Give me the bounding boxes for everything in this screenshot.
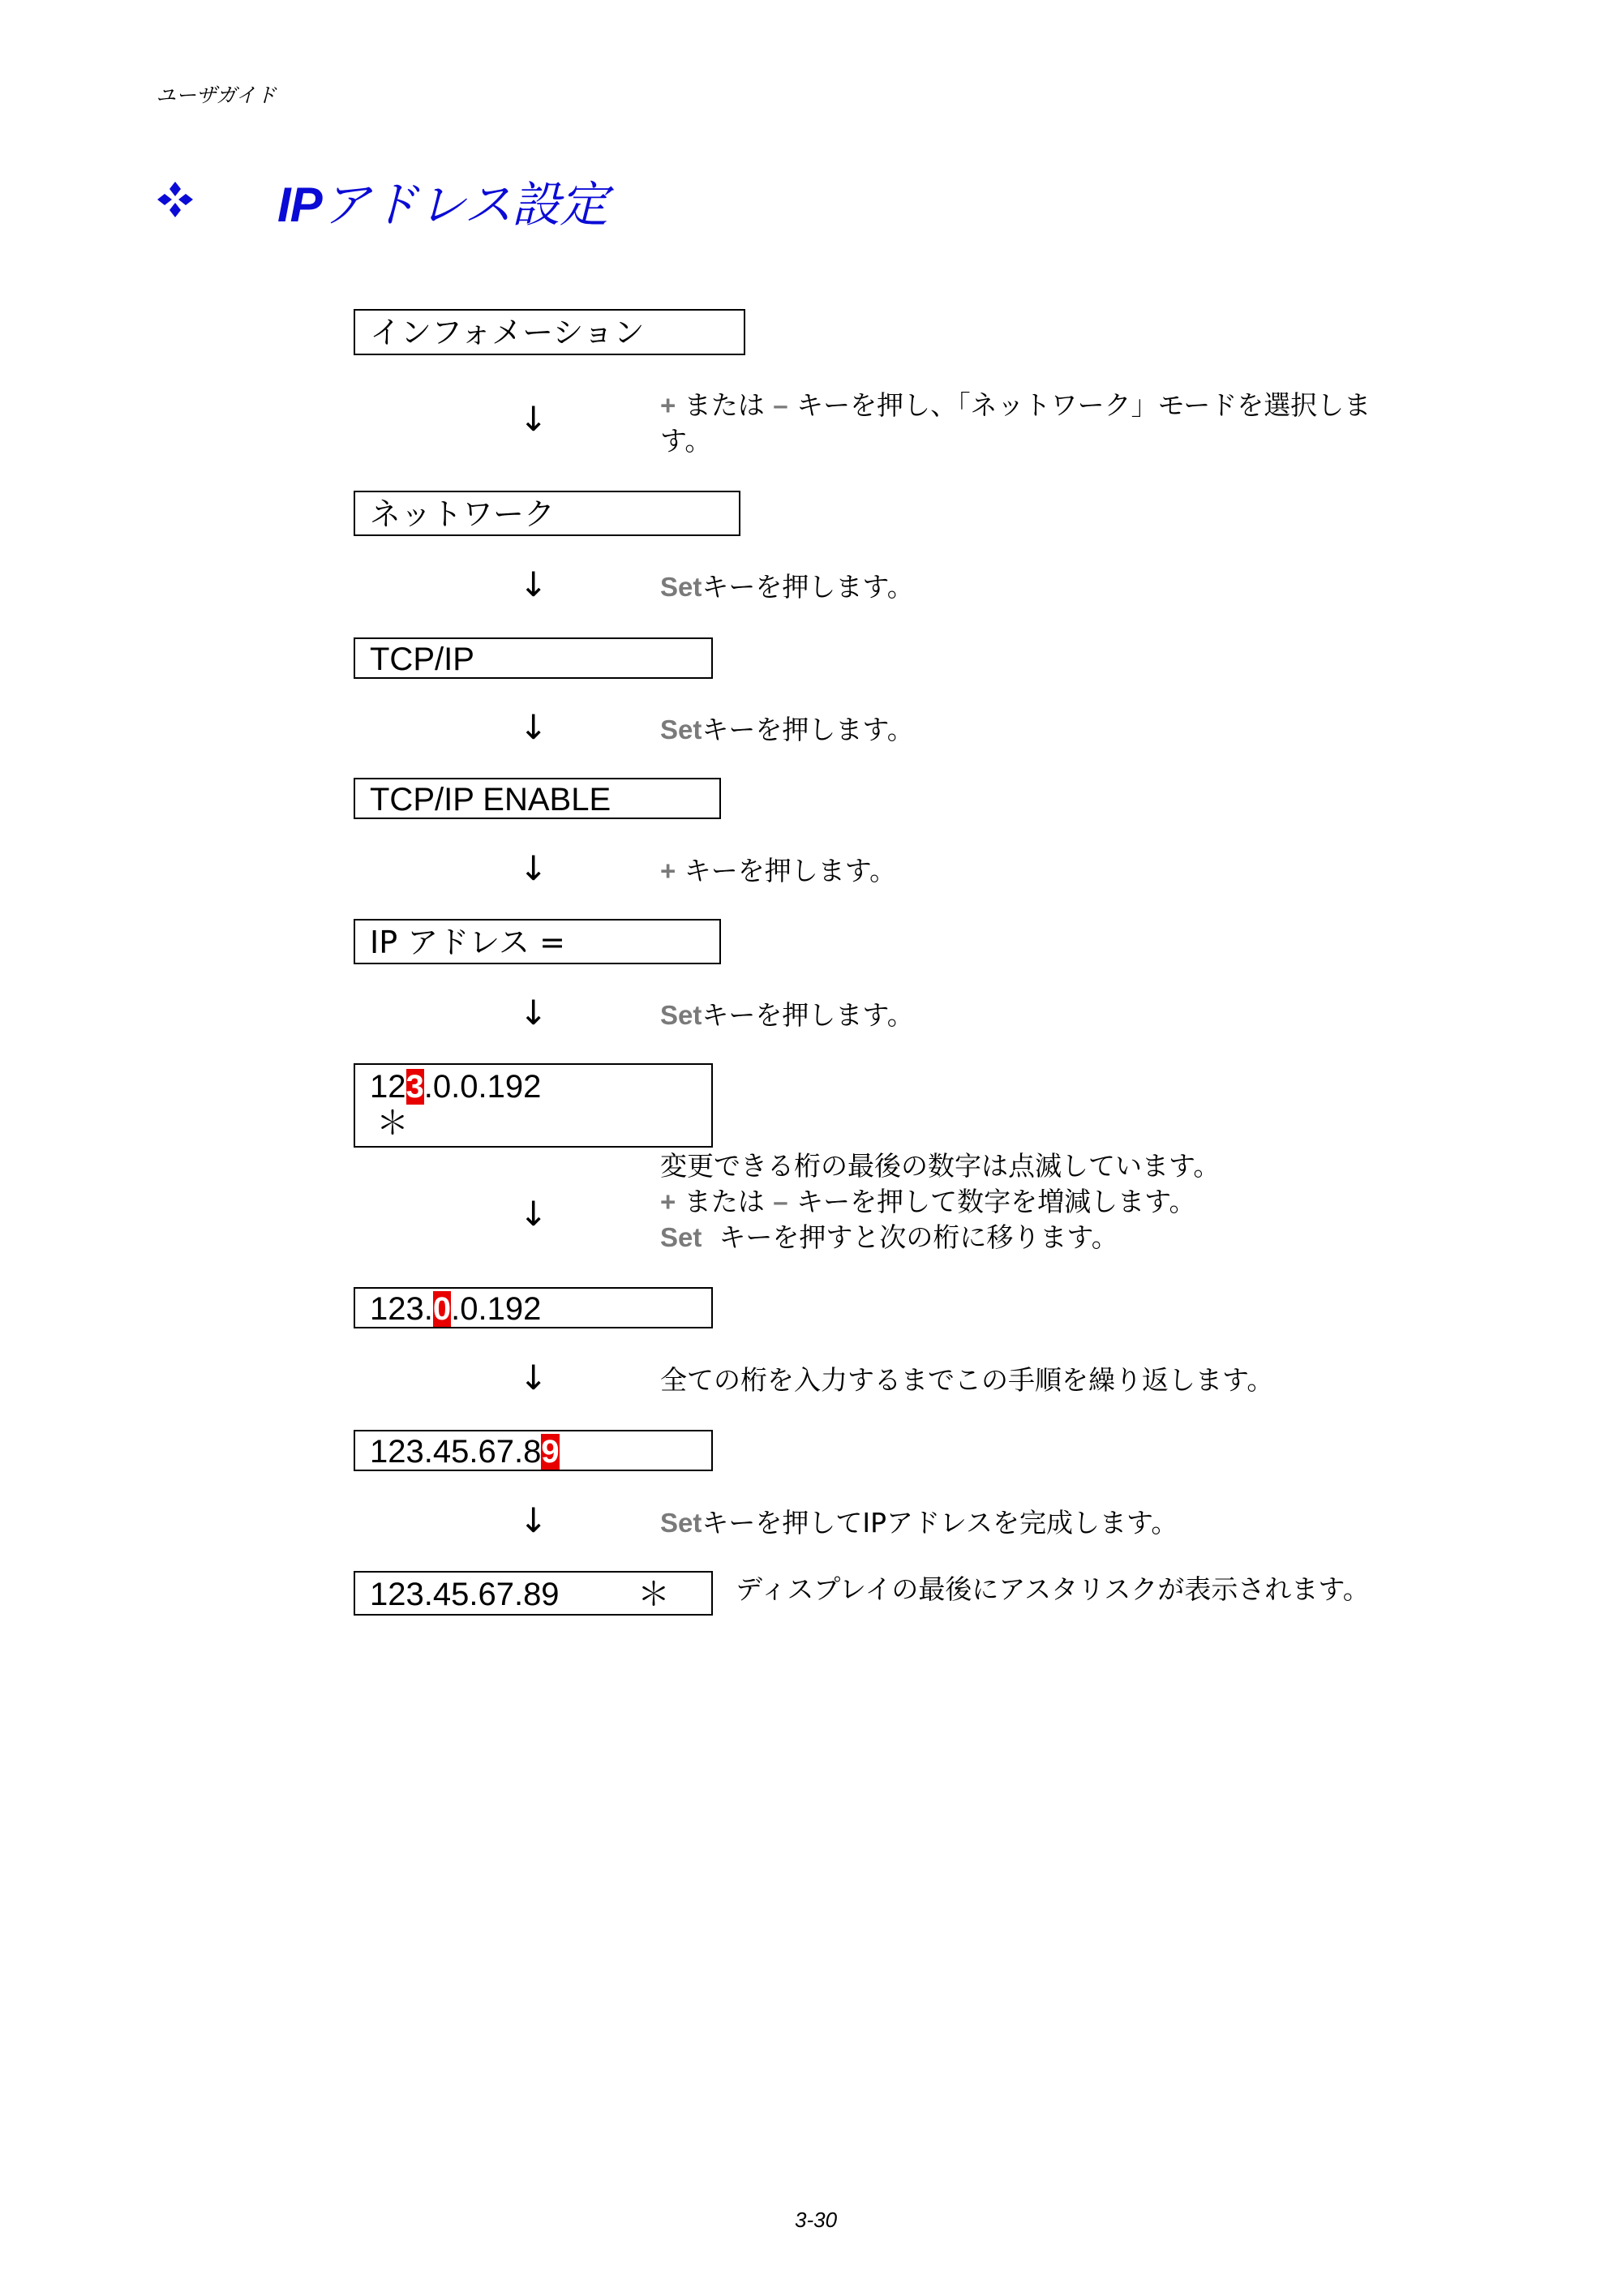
- down-arrow-icon: ↓: [519, 399, 548, 439]
- down-arrow-icon: ↓: [519, 848, 548, 888]
- instruction-text: キーを押すと次の桁に移ります。: [702, 1221, 1118, 1253]
- instruction-6: [660, 1148, 1220, 1255]
- four-diamond-bullet-icon: [156, 180, 195, 219]
- instruction-2: [660, 569, 914, 605]
- instruction-text: キーを押します。: [702, 999, 914, 1031]
- running-header: ユーザガイド: [156, 84, 277, 107]
- instruction-4: [660, 853, 896, 889]
- instruction-text: または: [676, 389, 774, 421]
- lcd-display-network: [354, 491, 740, 536]
- plus-key-label: +: [660, 390, 676, 420]
- lcd-digits: 123.45.67.8: [370, 1434, 542, 1470]
- set-key-label: Set: [660, 1222, 702, 1252]
- lcd-display-ip-edit-1: [354, 1063, 713, 1148]
- lcd-digits: .0.0.192: [423, 1069, 542, 1105]
- instruction-text: キーを押して数字を増減します。: [787, 1186, 1196, 1217]
- instruction-text: す。: [660, 425, 712, 457]
- minus-key-label: –: [773, 390, 788, 420]
- down-arrow-icon: ↓: [519, 707, 548, 747]
- section-title-rest: アドレス設定: [321, 177, 607, 234]
- instruction-text: キーを押します。: [702, 714, 914, 745]
- lcd-display-ip-address: [354, 919, 721, 964]
- down-arrow-icon: ↓: [519, 993, 548, 1032]
- blinking-digit: 0: [432, 1291, 452, 1327]
- instruction-5: [660, 998, 914, 1033]
- set-key-label: Set: [660, 572, 702, 602]
- lcd-ip-value: [370, 1293, 541, 1325]
- lcd-text: TCP/IP ENABLE: [370, 782, 611, 818]
- down-arrow-icon: ↓: [519, 1500, 548, 1540]
- lcd-display-ip-edit-3: [354, 1430, 713, 1471]
- asterisk-mark: ＊: [376, 1105, 409, 1141]
- instruction-1: [660, 388, 1371, 459]
- lcd-text: ネットワーク: [370, 496, 556, 532]
- lcd-digits: .0.192: [451, 1291, 542, 1327]
- lcd-text: インフォメーション: [370, 315, 645, 350]
- instruction-8: [660, 1505, 1178, 1541]
- down-arrow-icon: ↓: [519, 564, 548, 604]
- blinking-digit: 3: [406, 1069, 424, 1105]
- instruction-9: [736, 1572, 1370, 1607]
- lcd-text: IP アドレス =: [370, 925, 565, 960]
- instruction-text: キーを押してIPアドレスを完成します。: [702, 1507, 1178, 1539]
- lcd-ip-value: 123.45.67.89: [370, 1577, 560, 1612]
- instruction-text: ディスプレイの最後にアスタリスクが表示されます。: [736, 1573, 1370, 1605]
- set-key-label: Set: [660, 1000, 702, 1030]
- lcd-display-ip-complete: [354, 1571, 713, 1616]
- instruction-text: キーを押します。: [676, 855, 897, 886]
- lcd-text: TCP/IP: [370, 642, 474, 677]
- instruction-3: [660, 712, 914, 748]
- plus-key-label: +: [660, 1187, 676, 1217]
- blinking-digit: 9: [541, 1434, 560, 1470]
- down-arrow-icon: ↓: [519, 1194, 548, 1234]
- lcd-display-tcpip-enable: [354, 778, 721, 819]
- lcd-display-information: [354, 309, 745, 355]
- instruction-7: [660, 1363, 1273, 1398]
- instruction-text: 変更できる桁の最後の数字は点滅しています。: [660, 1150, 1221, 1182]
- section-title: [277, 166, 607, 236]
- minus-key-label: –: [773, 1187, 788, 1217]
- down-arrow-icon: ↓: [519, 1358, 548, 1397]
- lcd-ip-value: [370, 1436, 560, 1468]
- lcd-digits: 123.: [370, 1291, 433, 1327]
- instruction-text: 全ての桁を入力するまでこの手順を繰り返します。: [660, 1364, 1274, 1396]
- plus-key-label: +: [660, 856, 676, 886]
- lcd-ip-value: [370, 1071, 541, 1103]
- asterisk-mark: ＊: [637, 1577, 670, 1612]
- lcd-display-tcpip: [354, 637, 713, 679]
- instruction-text: または: [676, 1186, 774, 1217]
- instruction-text: キーを押し、「ネットワーク」モードを選択しま: [787, 389, 1371, 421]
- instruction-text: キーを押します。: [702, 571, 914, 603]
- page-number: 3-30: [795, 2208, 838, 2232]
- lcd-display-ip-edit-2: [354, 1287, 713, 1328]
- lcd-digits: 12: [370, 1069, 406, 1105]
- set-key-label: Set: [660, 715, 702, 745]
- section-title-ip: IP: [277, 178, 322, 232]
- set-key-label: Set: [660, 1508, 702, 1538]
